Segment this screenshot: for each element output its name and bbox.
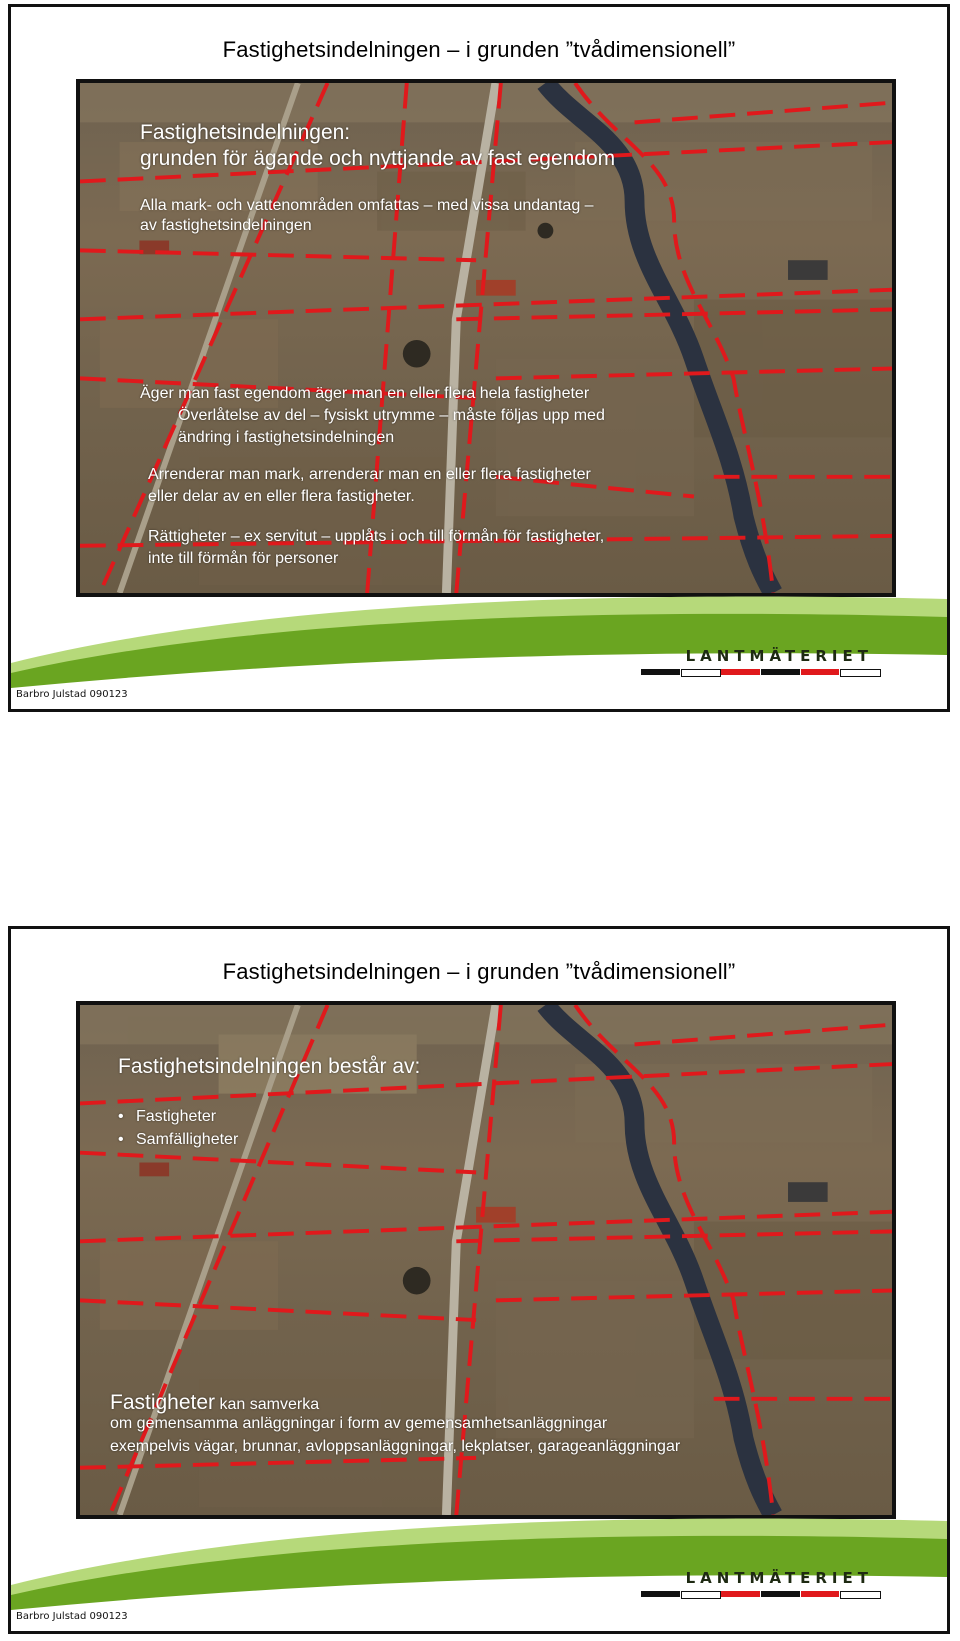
para-2-line-3: ändring i fastighetsindelningen [178, 429, 395, 446]
para-1-line-2: av fastighetsindelningen [140, 217, 312, 234]
list-item: • Fastigheter [118, 1108, 217, 1125]
bottom-line-2: om gemensamma anläggningar i form av gemensamhetsanläggningar [110, 1415, 608, 1432]
logo-ruler [641, 1591, 881, 1597]
para-3-line-2: eller delar av en eller flera fastigheter. [148, 488, 415, 505]
aerial-photo [76, 79, 896, 597]
slide-1 [8, 4, 950, 712]
heading: Fastighetsindelningen består av: [118, 1055, 421, 1078]
heading-line-1: Fastighetsindelningen: [140, 121, 351, 144]
list-item: • Samfälligheter [118, 1131, 239, 1148]
bullet-list [118, 1105, 238, 1151]
para-3-line-1: Arrenderar man mark, arrenderar man en eller flera fastigheter [148, 466, 591, 483]
author-date: Barbro Julstad 090123 [16, 689, 128, 700]
lantmateriet-logo [641, 647, 901, 681]
heading-line-2: grunden för ägande och nyttjande av fast egendom [140, 147, 616, 170]
logo-ruler [641, 669, 881, 675]
para-2-line-1: Äger man fast egendom äger man en eller flera hela fastigheter [140, 385, 590, 402]
slide-2 [8, 926, 950, 1634]
logo-text: LANTMÄTERIET [685, 1569, 873, 1587]
aerial-photo [76, 1001, 896, 1519]
para-1-line-1: Alla mark- och vattenområden omfattas – med vissa undantag – [140, 197, 594, 214]
slide-title: Fastighetsindelningen – i grunden ”tvådimensionell” [222, 37, 736, 62]
author-date: Barbro Julstad 090123 [16, 1611, 128, 1622]
bottom-line-3: exempelvis vägar, brunnar, avloppsanläggningar, lekplatser, garageanläggningar [110, 1438, 681, 1455]
logo-text: LANTMÄTERIET [685, 647, 873, 665]
bottom-line-1-rest: kan samverka [215, 1396, 320, 1413]
lantmateriet-logo [641, 1569, 901, 1603]
slide-title: Fastighetsindelningen – i grunden ”tvådimensionell” [222, 959, 736, 984]
bottom-line-1-strong: Fastigheter [110, 1391, 216, 1414]
bottom-line-1 [110, 1391, 319, 1415]
para-4-line-2: inte till förmån för personer [148, 550, 339, 567]
para-4-line-1: Rättigheter – ex servitut – upplåts i och till förmån för fastigheter, [148, 528, 605, 545]
para-2-line-2: Överlåtelse av del – fysiskt utrymme – måste följas upp med [178, 407, 605, 424]
